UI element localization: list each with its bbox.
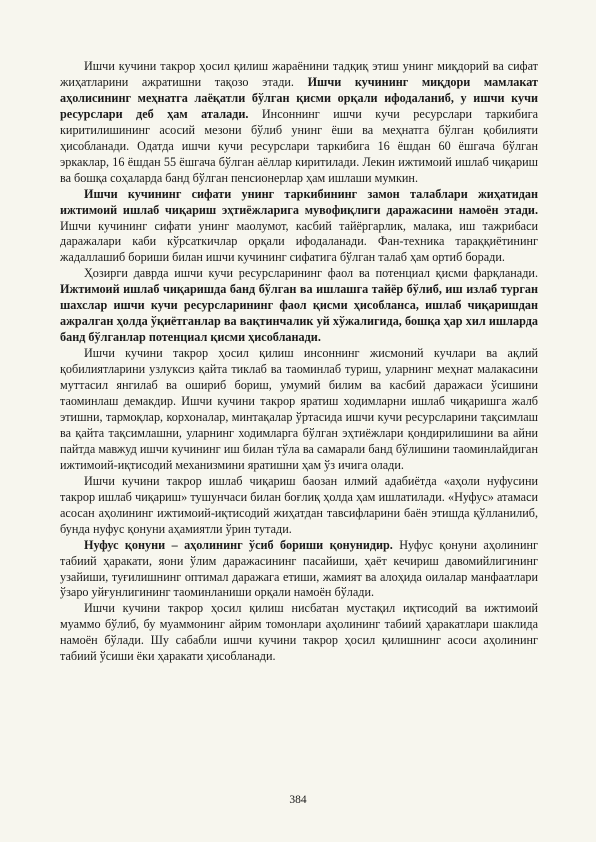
paragraph-7 xyxy=(60,601,538,665)
text-run: Ҳозирги даврда ишчи кучи ресурсларининг фаол ва потенциал қисми фарқланади. xyxy=(84,266,538,281)
text-run: Нуфус қонуни аҳолининг табиий ҳаракати, яони ўлим даражасининг пасайиши, ҳаёт кечириш давомийлигининг узайиши, туғилишнинг оптимал даражага етиши, жамият ва алоҳида оилалар манфаатлари ўзаро уйғунлигининг таоминланиши орқали намоён бўлади. xyxy=(60,537,538,600)
text-run: Ишчи кучини такрор ишлаб чиқариш баозан илмий адабиётда «аҳоли нуфусини такрор ишлаб чиқариш» тушунчаси билан боғлиқ ҳолда ҳам ишлатилади. «Нуфус» атамаси асосан аҳолининг ижтимоий-иқтисодий жиҳатдан тавсифларини баён этишда қўлланилиб, бунда нуфус қонуни аҳамиятли ўрин тутади. xyxy=(60,473,538,536)
text-run: Ишчи кучининг сифати унинг маолумот, касбий тайёргарлик, малака, иш тажрибаси даражалари каби кўрсаткичлар орқали ифодаланади. Фан-техника тараққиётининг жадаллашиб бориши билан ишчи кучининг сифатига бўлган талаб ҳам ортиб боради. xyxy=(60,218,538,265)
paragraph-6 xyxy=(60,538,538,602)
paragraph-4 xyxy=(60,346,538,474)
text-run: Ишчи кучини такрор ҳосил қилиш инсоннинг жисмоний кучлари ва ақлий қобилиятларини узлуксиз қайта тиклаб ва таоминлаб туриш, уларнинг меҳнат малакасини муттасил янгилаб ва ошириб бориш, умумий билим ва касбий даражаси ўсишини таоминлаш демакдир. Ишчи кучини такрор яратиш ходимларни ишлаб чиқаришга жалб этишни, тармоқлар, корхоналар, минтақалар ўртасида ишчи кучи ресурсларини тақсимлаш ва қайта тақсимлашни, уларнинг ходимларга бўлган эҳтиёжлари қондирилишини ва айни пайтда мавжуд ишчи кучининг иш билан тўла ва самарали банд бўлишини таоминлайдиган ижтимоий-иқтисодий механизмини яратишни ҳам ўз ичига олади. xyxy=(60,346,538,472)
text-run: Инсоннинг ишчи кучи ресурслари таркибига киритилишининг асосий мезони бўлиб унинг ёши ва меҳнатга бўлган қобилияти ҳисобланади. Одатда ишчи кучи ресурслари таркибига 16 ёшдан 60 ёшгача бўлган эркаклар, 16 ёшдан 55 ёшгача бўлган аёллар киритилади. Лекин ижтимоий ишлаб чиқариш ва бошқа соҳаларда банд бўлган пенсионерлар ҳам ишлаши мумкин. xyxy=(60,106,538,185)
paragraph-1 xyxy=(60,59,538,187)
text-run: Ишчи кучини такрор ҳосил қилиш нисбатан мустақил иқтисодий ва ижтимоий муаммо бўлиб, бу муаммонинг айрим томонлари аҳолининг табиий ҳаракатлари шаклида намоён бўлади. Шу сабабли ишчи кучини такрор ҳосил қилишнинг асоси аҳолининг табиий ўсиши ёки ҳаракати ҳисобланади. xyxy=(60,601,538,664)
body-text xyxy=(60,59,538,665)
bold-text-run: Ишчи кучининг миқдори мамлакат аҳолисининг меҳнатга лаёқатли бўлган қисми орқали ифодаланиб, у ишчи кучи ресурслари деб ҳам аталади. xyxy=(60,74,538,121)
paragraph-2 xyxy=(60,187,538,267)
paragraph-5 xyxy=(60,474,538,538)
page-number: 384 xyxy=(289,794,307,806)
text-run: Ишчи кучини такрор ҳосил қилиш жараёнини тадқиқ этиш унинг миқдорий ва сифат жиҳатларини ажратишни тақозо этади. xyxy=(60,59,538,89)
bold-text-run: Ижтимоий ишлаб чиқаришда банд бўлган ва ишлашга тайёр бўлиб, иш излаб турган шахслар ишчи кучи ресурсларининг фаол қисми ҳисобланса, ишлаб чиқаришдан ажралган ҳолда ўқиётганлар ва вақтинчалик уй хўжалигида, бошқа ҳар хил ишларда банд бўлганлар потенциал қисми ҳисобланади. xyxy=(60,282,538,345)
bold-text-run: Ишчи кучининг сифати унинг таркибининг замон талаблари жиҳатидан ижтимоий ишлаб чиқариш эҳтиёжларига мувофиқлиги даражасини намоён этади. xyxy=(60,186,538,217)
paragraph-3 xyxy=(60,266,538,346)
bold-text-run: Нуфус қонуни – аҳолининг ўсиб бориши қонунидир. xyxy=(84,537,393,552)
